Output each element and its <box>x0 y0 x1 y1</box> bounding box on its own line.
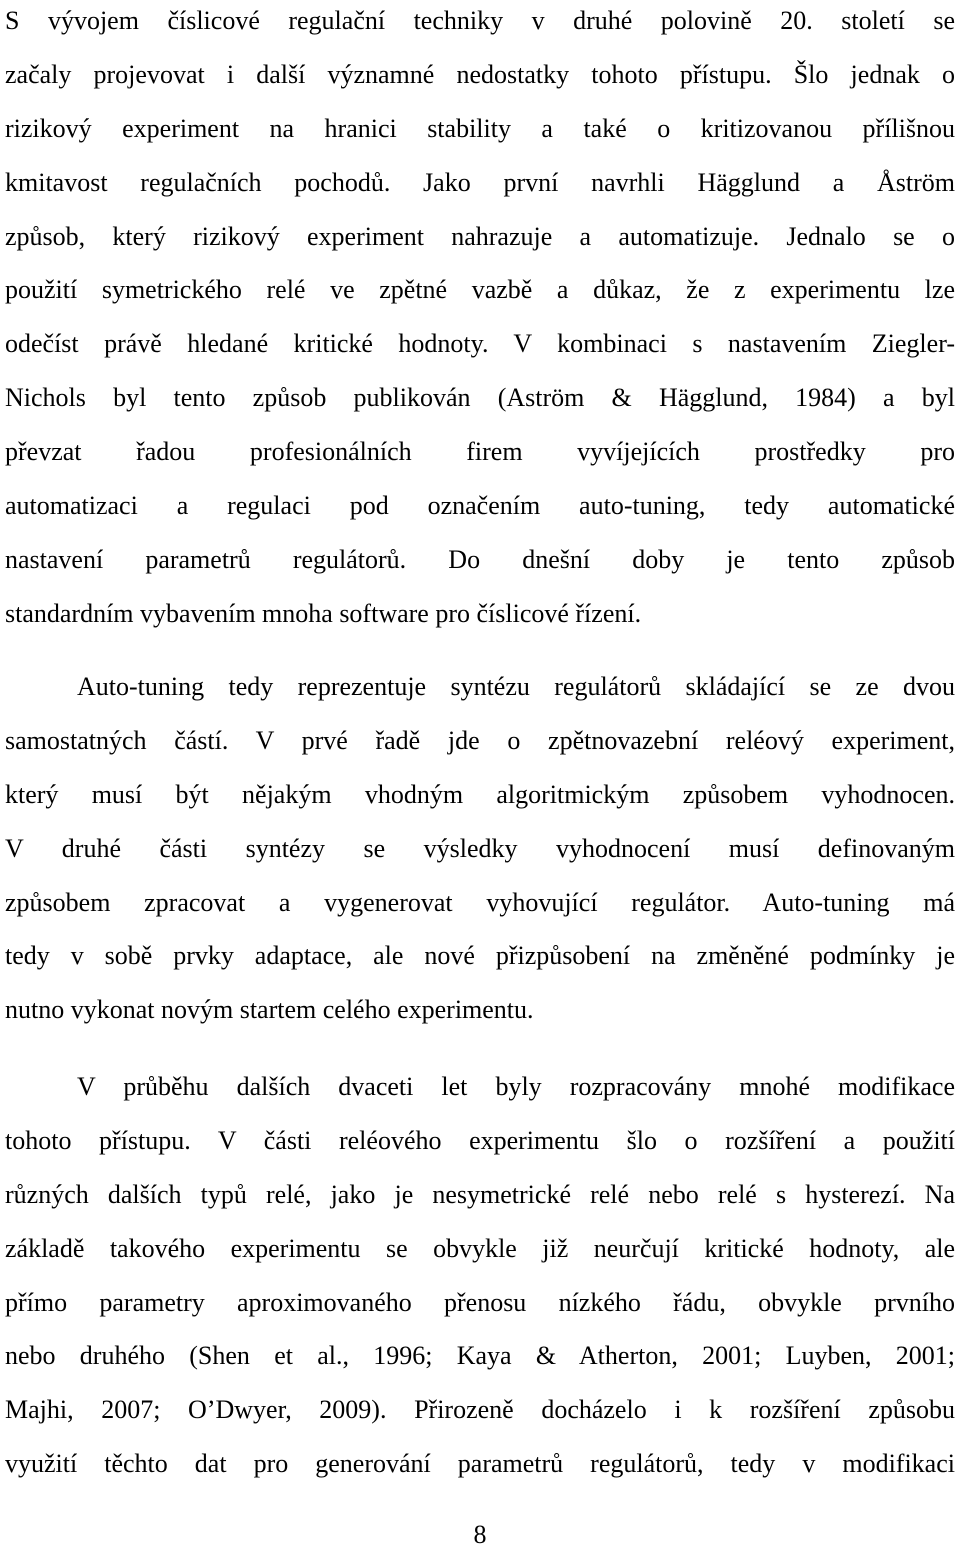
text-line: nutno vykonat novým startem celého experimentu. <box>5 995 534 1025</box>
text-line: který musí být nějakým vhodným algoritmickým způsobem vyhodnocen. <box>5 779 955 809</box>
text-line: rizikový experiment na hranici stability a také o kritizovanou přílišnou <box>5 113 955 143</box>
text-line: odečíst právě hledané kritické hodnoty. V kombinaci s nastavením Ziegler- <box>5 329 955 359</box>
paragraph-1 <box>5 0 955 641</box>
text-line: základě takového experimentu se obvykle již neurčují kritické hodnoty, ale <box>5 1233 955 1263</box>
text-line: použití symetrického relé ve zpětné vazbě a důkaz, že z experimentu lze <box>5 275 955 305</box>
text-line: nebo druhého (Shen et al., 1996; Kaya & Atherton, 2001; Luyben, 2001; <box>5 1341 955 1371</box>
text-line: využití těchto dat pro generování parametrů regulátorů, tedy v modifikaci <box>5 1449 955 1479</box>
text-line: kmitavost regulačních pochodů. Jako první navrhli Hägglund a Åström <box>5 167 955 197</box>
text-line: způsobem zpracovat a vygenerovat vyhovující regulátor. Auto-tuning má <box>5 887 955 917</box>
text-line: V druhé části syntézy se výsledky vyhodnocení musí definovaným <box>5 833 955 863</box>
document-page <box>5 0 955 1552</box>
text-line: začaly projevovat i další významné nedostatky tohoto přístupu. Šlo jednak o <box>5 59 955 89</box>
text-line: V průběhu dalších dvaceti let byly rozpracovány mnohé modifikace <box>77 1072 955 1101</box>
text-line: Nichols byl tento způsob publikován (Aström & Hägglund, 1984) a byl <box>5 383 955 413</box>
text-line: S vývojem číslicové regulační techniky v druhé polovině 20. století se <box>5 6 955 35</box>
text-line: způsob, který rizikový experiment nahrazuje a automatizuje. Jednalo se o <box>5 221 955 251</box>
text-line: nastavení parametrů regulátorů. Do dnešní doby je tento způsob <box>5 544 955 574</box>
text-line: standardním vybavením mnoha software pro číslicové řízení. <box>5 598 642 628</box>
text-line: Auto-tuning tedy reprezentuje syntézu regulátorů skládající se ze dvou <box>77 672 955 701</box>
text-line: převzat řadou profesionálních firem vyvíjejících prostředky pro <box>5 437 955 467</box>
text-line: různých dalších typů relé, jako je nesymetrické relé nebo relé s hysterezí. Na <box>5 1179 955 1209</box>
text-line: automatizaci a regulaci pod označením auto-tuning, tedy automatické <box>5 491 955 521</box>
page-number: 8 <box>473 1520 487 1549</box>
text-line: Majhi, 2007; O’Dwyer, 2009). Přirozeně docházelo i k rozšíření způsobu <box>5 1395 955 1425</box>
paragraph-2 <box>5 660 955 1037</box>
text-line: samostatných částí. V prvé řadě jde o zpětnovazební reléový experiment, <box>5 725 955 755</box>
text-line: tohoto přístupu. V části reléového experimentu šlo o rozšíření a použití <box>5 1125 955 1155</box>
text-line: přímo parametry aproximovaného přenosu nízkého řádu, obvykle prvního <box>5 1287 955 1317</box>
paragraph-3 <box>5 1060 955 1491</box>
text-line: tedy v sobě prvky adaptace, ale nové přizpůsobení na změněné podmínky je <box>5 941 955 971</box>
